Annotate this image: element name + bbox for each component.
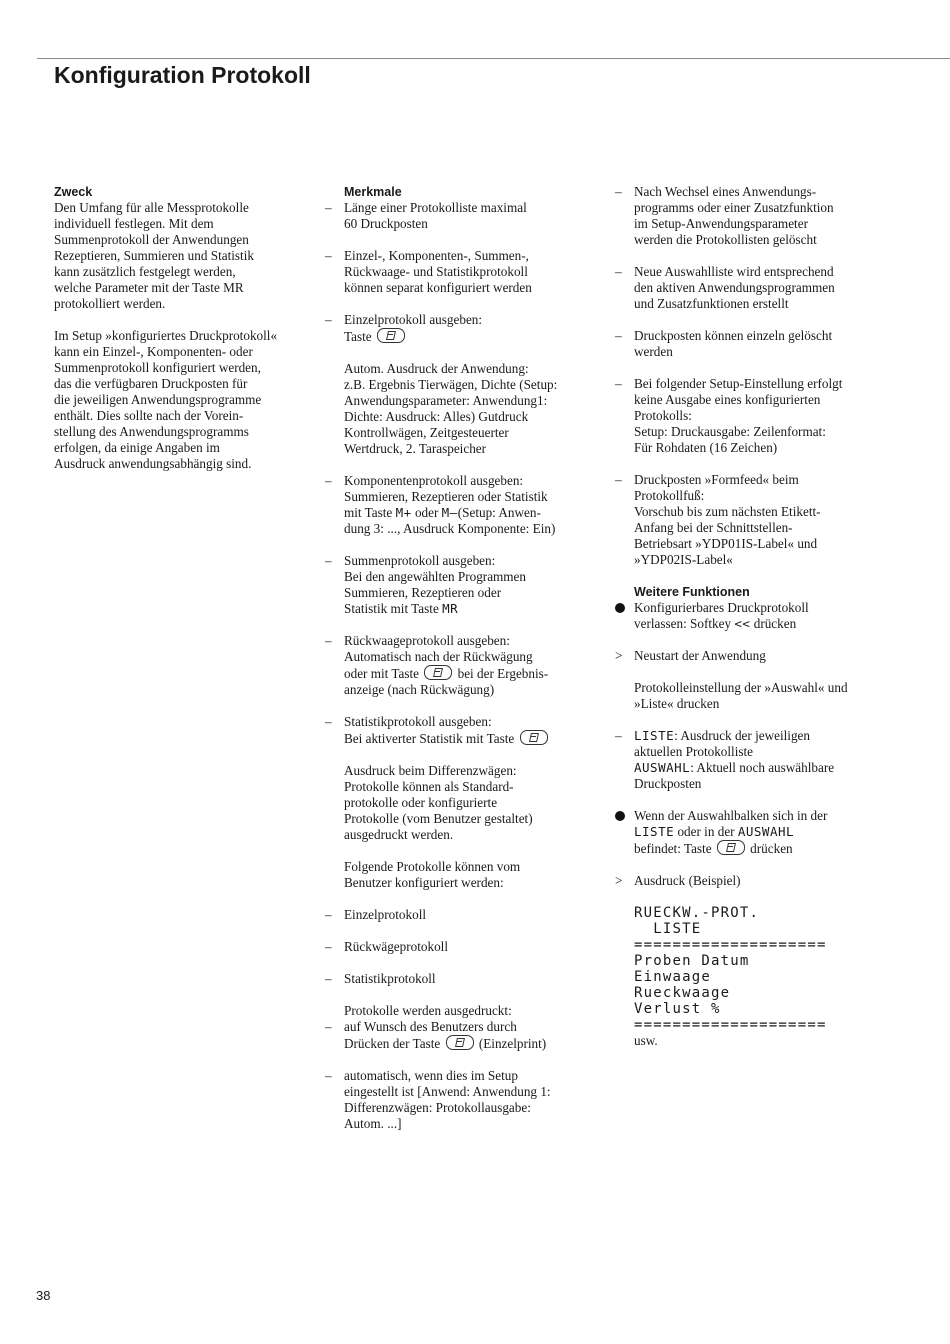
text-line: Summieren, Rezeptieren oder xyxy=(344,585,502,600)
text-span: : Ausdruck der jeweiligen xyxy=(674,728,811,743)
printout-line: Verlust % xyxy=(634,1001,721,1017)
key-mr: MR xyxy=(442,601,459,616)
dash-marker: – xyxy=(325,907,332,922)
dash-marker: – xyxy=(615,472,622,487)
text-line: den aktiven Anwendungsprogrammen xyxy=(634,280,835,295)
dash-marker: – xyxy=(325,312,332,327)
list-item xyxy=(615,600,950,632)
text-line: Protokolle werden ausgedruckt: xyxy=(344,1003,512,1018)
header-rule xyxy=(37,58,950,59)
text-line: Setup: Druckausgabe: Zeilenformat: xyxy=(634,424,826,439)
text-line: automatisch, wenn dies im Setup xyxy=(344,1068,518,1083)
text-line: Folgende Protokolle können vom xyxy=(344,859,521,874)
text-line: Rezeptieren, Summieren und Statistik xyxy=(54,248,254,263)
dash-marker: – xyxy=(325,1019,332,1034)
text-span: Bei aktiverter Statistik mit Taste xyxy=(344,731,515,746)
printout-line: Rueckwaage xyxy=(634,985,731,1001)
text-line xyxy=(344,601,587,617)
text-line: werden xyxy=(634,344,673,359)
text-line: Für Rohdaten (16 Zeichen) xyxy=(634,440,778,455)
text-line: und Zusatzfunktionen erstellt xyxy=(634,296,789,311)
heading-merkmale: Merkmale xyxy=(344,185,402,199)
list-item xyxy=(615,184,950,248)
page-title: Konfiguration Protokoll xyxy=(54,62,311,88)
filled-circle-icon xyxy=(615,603,625,613)
text-line: Summenprotokoll konfiguriert werden, xyxy=(54,360,261,375)
list-item xyxy=(325,714,587,891)
printout-line: ==================== xyxy=(634,1017,827,1033)
dash-marker: – xyxy=(325,939,332,954)
display-auswahl: AUSWAHL xyxy=(634,760,691,775)
text-line: Summenprotokoll ausgeben: xyxy=(344,553,496,568)
printout-line: RUECKW.-PROT. xyxy=(634,905,760,921)
list-item xyxy=(615,472,950,568)
text-line: Protokolleinstellung der »Auswahl« und xyxy=(634,680,848,695)
text-line: Summieren, Rezeptieren oder Statistik xyxy=(344,489,548,504)
text-line xyxy=(634,616,950,632)
printout-example xyxy=(634,905,950,1033)
text-line: Kontrollwägen, Zeitgesteuerter xyxy=(344,425,509,440)
text-line: erfolgen, da einige Angaben im xyxy=(54,440,220,455)
list-item xyxy=(615,264,950,312)
text-line: Nach Wechsel eines Anwendungs- xyxy=(634,184,817,199)
text-line: Ausdruck beim Differenzwägen: xyxy=(344,763,517,778)
text-span: Taste xyxy=(344,329,372,344)
text-line: kann ein Einzel-, Komponenten- oder xyxy=(54,344,253,359)
text-span: Statistik mit Taste xyxy=(344,601,439,616)
softkey-back: << xyxy=(734,616,751,631)
text-line: aktuellen Protokolliste xyxy=(634,744,754,759)
text-line xyxy=(634,760,950,776)
text-span: verlassen: Softkey xyxy=(634,616,732,631)
list-item xyxy=(325,907,587,923)
printer-key-icon xyxy=(520,730,548,745)
list-item xyxy=(325,939,587,955)
text-line: usw. xyxy=(634,1033,658,1048)
list-item xyxy=(325,971,587,987)
printer-key-icon xyxy=(717,840,745,855)
text-span: (Setup: Anwen- xyxy=(457,505,541,520)
text-line: Protokolle (vom Benutzer gestaltet) xyxy=(344,811,533,826)
text-line: protokolliert werden. xyxy=(54,296,166,311)
text-line: Betriebsart »YDP01IS-Label« und xyxy=(634,536,818,551)
text-line: Automatisch nach der Rückwägung xyxy=(344,649,533,664)
dash-marker: – xyxy=(615,376,622,391)
key-m-minus: M– xyxy=(441,505,458,520)
heading-zweck: Zweck xyxy=(54,185,93,199)
dash-marker: – xyxy=(325,248,332,263)
text-line xyxy=(344,665,587,682)
list-item xyxy=(325,312,587,457)
text-line: Einzelprotokoll ausgeben: xyxy=(344,312,483,327)
text-line: »Liste« drucken xyxy=(634,696,720,711)
printout-line: LISTE xyxy=(634,921,702,937)
text-line: Ausdruck (Beispiel) xyxy=(634,873,741,888)
list-item xyxy=(615,728,950,792)
list-item xyxy=(615,376,950,456)
printer-key-icon xyxy=(377,328,405,343)
text-line: Länge einer Protokolliste maximal xyxy=(344,200,527,215)
text-line: Konfigurierbares Druckprotokoll xyxy=(634,600,809,615)
text-line: Komponentenprotokoll ausgeben: xyxy=(344,473,524,488)
text-span: oder xyxy=(414,505,439,520)
text-line: welche Parameter mit der Taste MR xyxy=(54,280,244,295)
dash-marker: – xyxy=(325,633,332,648)
text-line: individuell festlegen. Mit dem xyxy=(54,216,214,231)
heading-weitere-funktionen: Weitere Funktionen xyxy=(634,585,750,599)
list-item xyxy=(615,648,950,712)
text-line: Rückwägeprotokoll xyxy=(344,939,449,954)
text-line: dung 3: ..., Ausdruck Komponente: Ein) xyxy=(344,521,556,536)
text-line: eingestellt ist [Anwend: Anwendung 1: xyxy=(344,1084,551,1099)
text-line xyxy=(634,840,950,857)
text-span: drücken xyxy=(750,841,793,856)
dash-marker: – xyxy=(615,728,622,743)
list-item xyxy=(615,328,950,360)
key-m-plus: M+ xyxy=(395,505,412,520)
dash-marker: – xyxy=(615,328,622,343)
text-line: Protokolle können als Standard- xyxy=(344,779,514,794)
dash-marker: – xyxy=(325,200,332,215)
text-line: Bei folgender Setup-Einstellung erfolgt xyxy=(634,376,843,391)
text-line: Bei den angewählten Programmen xyxy=(344,569,527,584)
printer-key-icon xyxy=(424,665,452,680)
text-line: Neustart der Anwendung xyxy=(634,648,766,663)
text-line xyxy=(344,328,587,345)
text-span: drücken xyxy=(753,616,797,631)
text-line: 60 Druckposten xyxy=(344,216,428,231)
text-line: kann zusätzlich festgelegt werden, xyxy=(54,264,236,279)
text-line: Druckposten xyxy=(634,776,702,791)
text-line: Wertdruck, 2. Taraspeicher xyxy=(344,441,487,456)
display-liste: LISTE xyxy=(634,728,675,743)
text-line xyxy=(344,505,587,521)
list-item xyxy=(325,633,587,698)
result-marker: > xyxy=(615,648,623,663)
column-purpose xyxy=(54,184,299,472)
dash-marker: – xyxy=(325,1068,332,1083)
list-item xyxy=(325,1068,587,1132)
text-line xyxy=(344,730,587,747)
list-item xyxy=(615,873,950,1049)
text-line: Vorschub bis zum nächsten Etikett- xyxy=(634,504,821,519)
printout-line: Proben Datum xyxy=(634,953,750,969)
text-line: Wenn der Auswahlbalken sich in der xyxy=(634,808,828,823)
list-item xyxy=(325,473,587,537)
text-line: enthält. Dies sollte nach der Vorein- xyxy=(54,408,244,423)
display-liste: LISTE xyxy=(634,824,675,839)
list-item xyxy=(325,1003,587,1019)
text-line: werden die Protokollisten gelöscht xyxy=(634,232,817,247)
text-line: Ausdruck anwendungsabhängig sind. xyxy=(54,456,252,471)
printout-line: ==================== xyxy=(634,937,827,953)
text-line: Statistikprotokoll xyxy=(344,971,436,986)
text-line: protokolle oder konfigurierte xyxy=(344,795,498,810)
text-line: Protokollfuß: xyxy=(634,488,705,503)
text-line: Statistikprotokoll ausgeben: xyxy=(344,714,492,729)
text-span: oder mit Taste xyxy=(344,666,420,681)
text-line: Einzelprotokoll xyxy=(344,907,427,922)
text-line: Neue Auswahlliste wird entsprechend xyxy=(634,264,834,279)
text-line: keine Ausgabe eines konfigurierten xyxy=(634,392,821,407)
text-line: Autom. Ausdruck der Anwendung: xyxy=(344,361,529,376)
text-line xyxy=(344,1035,587,1052)
dash-marker: – xyxy=(325,714,332,729)
text-span: (Einzelprint) xyxy=(478,1036,547,1051)
text-line: Im Setup »konfiguriertes Druckprotokoll« xyxy=(54,328,278,343)
text-span: mit Taste xyxy=(344,505,393,520)
text-line xyxy=(634,824,950,840)
text-line xyxy=(634,728,950,744)
dash-marker: – xyxy=(325,473,332,488)
text-line: Dichte: Ausdruck: Alles) Gutdruck xyxy=(344,409,529,424)
text-line: Differenzwägen: Protokollausgabe: xyxy=(344,1100,531,1115)
text-line: Benutzer konfiguriert werden: xyxy=(344,875,504,890)
printer-key-icon xyxy=(446,1035,474,1050)
text-line: »YDP02IS-Label« xyxy=(634,552,733,567)
list-item xyxy=(325,248,587,296)
text-line: anzeige (nach Rückwägung) xyxy=(344,682,495,697)
text-line: ausgedruckt werden. xyxy=(344,827,454,842)
list-item xyxy=(325,200,587,232)
text-line: Protokolls: xyxy=(634,408,692,423)
result-marker: > xyxy=(615,873,623,888)
text-line: stellung des Anwendungsprogramms xyxy=(54,424,249,439)
text-line: können separat konfiguriert werden xyxy=(344,280,532,295)
text-line: die jeweiligen Anwendungsprogramme xyxy=(54,392,262,407)
display-auswahl: AUSWAHL xyxy=(737,824,795,839)
list-item xyxy=(615,808,950,857)
text-line: programms oder einer Zusatzfunktion xyxy=(634,200,834,215)
text-line: Den Umfang für alle Messprotokolle xyxy=(54,200,249,215)
dash-marker: – xyxy=(615,264,622,279)
text-line: Rückwaageprotokoll ausgeben: xyxy=(344,633,510,648)
text-line: Druckposten »Formfeed« beim xyxy=(634,472,799,487)
text-line: im Setup-Anwendungsparameter xyxy=(634,216,808,231)
text-span: bei der Ergebnis- xyxy=(457,666,549,681)
column-features xyxy=(325,184,587,1132)
text-line: das die verfügbaren Druckposten für xyxy=(54,376,248,391)
text-line: Summenprotokoll der Anwendungen xyxy=(54,232,249,247)
column-notes xyxy=(615,184,950,1049)
text-span: oder in der xyxy=(677,824,735,839)
text-line: Einzel-, Komponenten-, Summen-, xyxy=(344,248,529,263)
list-item xyxy=(325,1019,587,1052)
text-line: Anfang bei der Schnittstellen- xyxy=(634,520,793,535)
filled-circle-icon xyxy=(615,811,625,821)
dash-marker: – xyxy=(325,553,332,568)
page-number: 38 xyxy=(36,1288,51,1303)
text-line: z.B. Ergebnis Tierwägen, Dichte (Setup: xyxy=(344,377,558,392)
dash-marker: – xyxy=(325,971,332,986)
list-item xyxy=(325,553,587,617)
text-line: Druckposten können einzeln gelöscht xyxy=(634,328,833,343)
dash-marker: – xyxy=(615,184,622,199)
text-line: Rückwaage- und Statistikprotokoll xyxy=(344,264,528,279)
text-line: Autom. ...] xyxy=(344,1116,402,1131)
text-line: Anwendungsparameter: Anwendung1: xyxy=(344,393,548,408)
text-span: : Aktuell noch auswählbare xyxy=(690,760,835,775)
printout-line: Einwaage xyxy=(634,969,712,985)
text-span: Drücken der Taste xyxy=(344,1036,441,1051)
text-line: auf Wunsch des Benutzers durch xyxy=(344,1019,517,1034)
text-span: befindet: Taste xyxy=(634,841,712,856)
